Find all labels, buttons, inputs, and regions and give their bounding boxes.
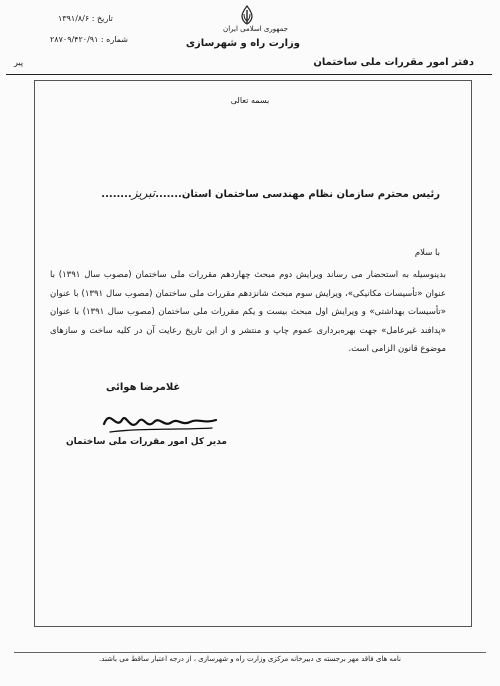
footer-rule (14, 652, 486, 653)
corner-mark: پیر (14, 58, 24, 67)
addressee-handwritten: تبریز (131, 186, 156, 200)
addressee-dots: ........ (101, 189, 132, 200)
signer-name: غلامرضا هوائی (106, 382, 181, 393)
signature-mark (100, 402, 220, 438)
signer-title: مدیر کل امور مقررات ملی ساختمان (66, 437, 227, 447)
addressee-text: رئیس محترم سازمان نظام مهندسی ساختمان استان....... (155, 189, 440, 200)
greeting: با سلام (414, 248, 440, 258)
ministry-name: وزارت راه و شهرسازی (185, 38, 300, 49)
number-line (50, 35, 128, 44)
addressee-line (101, 186, 440, 200)
number-label: شماره : (100, 35, 128, 44)
letter-body: بدینوسیله به استحضار می رساند ویرایش دوم مبحث چهاردهم مقررات ملی ساختمان (مصوب سال ۱۳۹۱) با عنوان «تأسیسات مکانیکی»، ویرایش سوم مبحث شانزدهم مقررات ملی ساختمان (مصوب سال ۱۳۹۱) با عنوان «تأسیسات بهداشتی» و ویرایش اول مبحث بیست و یکم مقررات ملی ساختمان (مصوب سال ۱۳۹۱) با عنوان «پدافند غیرعامل» جهت بهره‌برداری عموم چاپ و منتشر و از این تاریخ رعایت آن در کلیه ساخت و سازهای موضوع قانون الزامی است. (50, 270, 447, 354)
office-title: دفتر امور مقررات ملی ساختمان (313, 57, 474, 68)
date-line (58, 14, 113, 23)
number-value: ۲۸۷۰۹/۴۲۰/۹۱ (50, 35, 99, 44)
date-value: ۱۳۹۱/۸/۶ (58, 14, 90, 23)
date-label: تاریخ : (91, 14, 113, 23)
iran-emblem-icon (236, 4, 258, 26)
footer-note: نامه های فاقد مهر برجسته ی دبیرخانه مرکزی وزارت راه و شهرسازی ، از درجه اعتبار ساقط می باشند. (99, 655, 401, 663)
republic-name: جمهوری اسلامی ایران (223, 25, 288, 33)
header-divider (6, 74, 492, 75)
basmala: بسمه تعالی (230, 96, 270, 105)
